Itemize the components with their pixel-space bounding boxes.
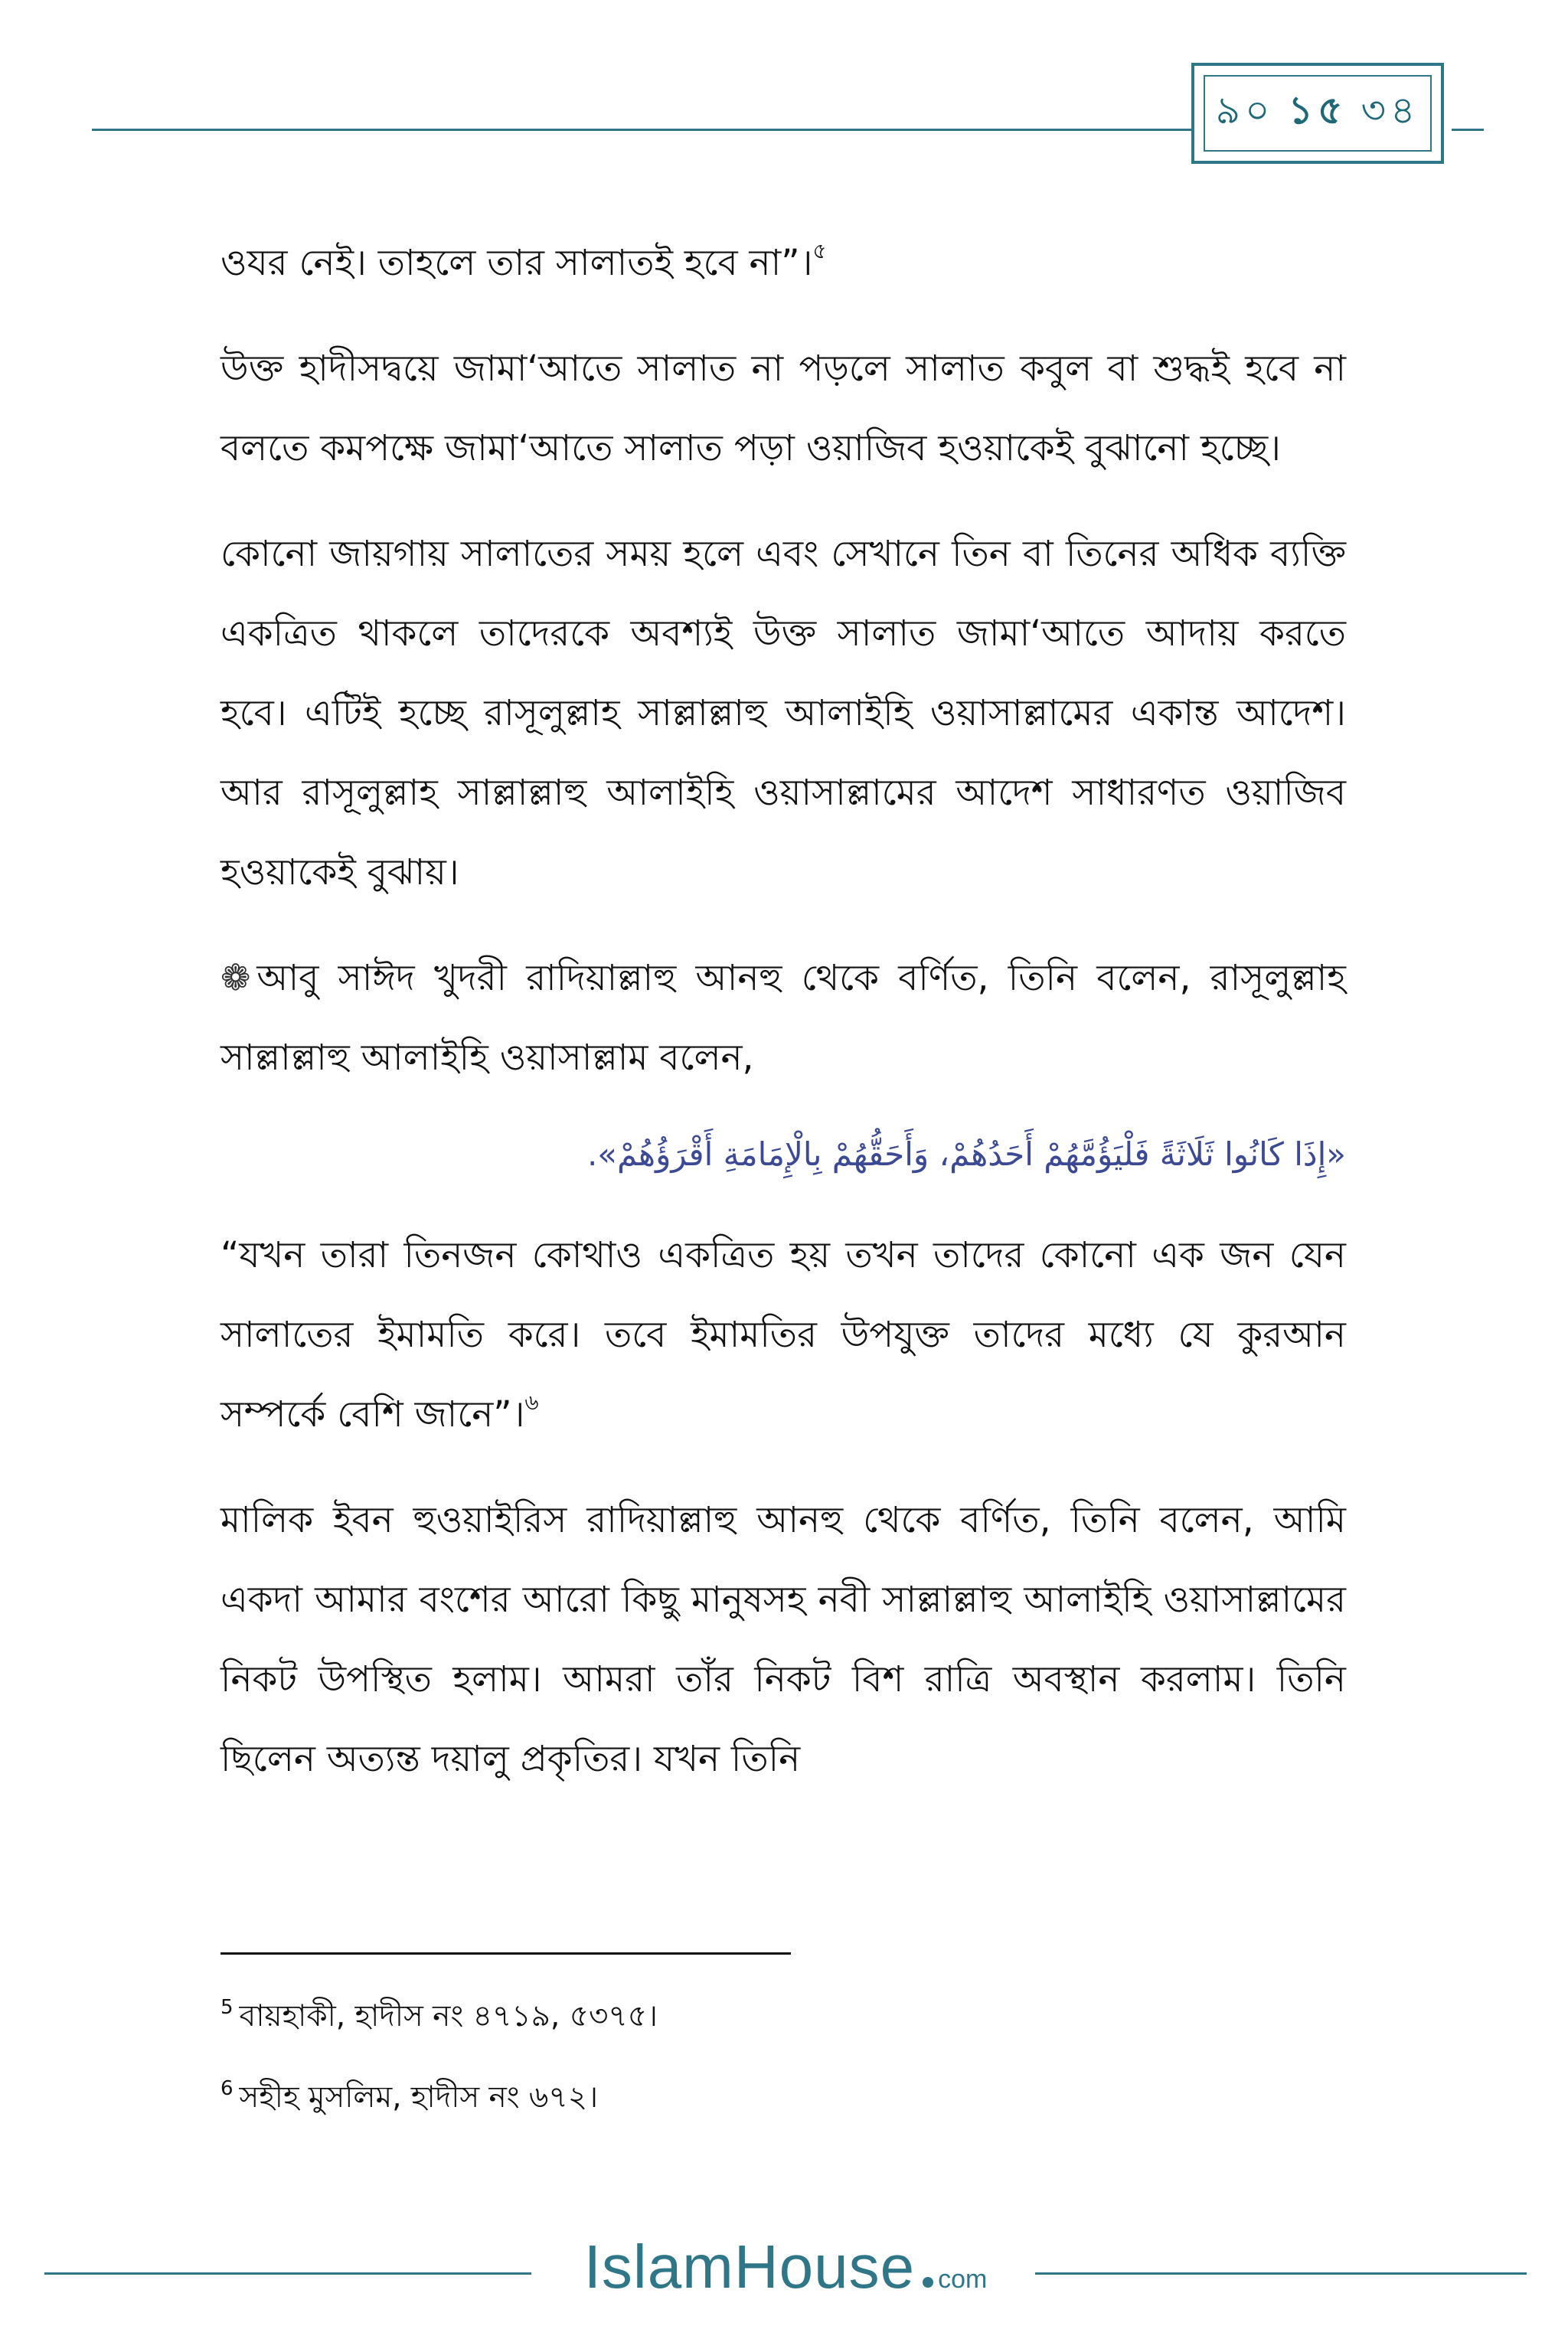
header-rule-left (92, 129, 1199, 131)
paragraph-1-text: ওযর নেই। তাহলে তার সালাতই হবে না”। (220, 242, 813, 284)
paragraph-3: কোনো জায়গায় সালাতের সময় হলে এবং সেখানে তিন বা তিনের অধিক ব্যক্তি একত্রিত থাকলে তাদেরকে অবশ্যই উক্ত সালাত জামা‘আতে আদায় করতে হবে। এটিই হচ্ছে রাসূলুল্লাহ সাল্লাল্লাহু আলাইহি ওয়াসাল্লামের একান্ত আদেশ। আর রাসূলুল্লাহ সাল্লাল্লাহু আলাইহি ওয়াসাল্লামের আদেশ সাধারণত ওয়াজিব হওয়াকেই বুঝায়। (220, 533, 1346, 893)
footnote-ref-5[interactable]: ৫ (812, 238, 827, 263)
footnotes (220, 1988, 1292, 2150)
footnote-6-number: 6 (220, 2077, 234, 2100)
paragraph-1 (220, 224, 1346, 303)
paragraph-4 (220, 939, 1346, 1098)
paragraph-5-text: “যখন তারা তিনজন কোথাও একত্রিত হয় তখন তাদের কোনো এক জন যেন সালাতের ইমামতি করে। তবে ইমামতির উপযুক্ত তাদের মধ্যে যে কুরআন সম্পর্কে বেশি জানে”। (220, 1234, 1346, 1436)
ornament-right: ৩৪ (1361, 87, 1420, 132)
page-number-frame (1204, 75, 1432, 152)
islamhouse-logo (548, 2232, 1023, 2311)
footer-rule-left (44, 2272, 531, 2275)
flower-ornament-icon: ❁ (220, 957, 251, 999)
brand-dot-icon (923, 2277, 933, 2288)
paragraph-6: মালিক ইবন হুওয়াইরিস রাদিয়াল্লাহু আনহু থেকে বর্ণিত, তিনি বলেন, আমি একদা আমার বংশের আরো কিছু মানুষসহ নবী সাল্লাল্লাহু আলাইহি ওয়াসাল্লামের নিকট উপস্থিত হলাম। আমরা তাঁর নিকট বিশ রাত্রি অবস্থান করলাম। তিনি ছিলেন অত্যন্ত দয়ালু প্রকৃতির। যখন তিনি (220, 1499, 1346, 1780)
paragraph-5 (220, 1216, 1346, 1455)
page-number-box (1191, 63, 1444, 164)
paragraph-4-text: আবু সাঈদ খুদরী রাদিয়াল্লাহু আনহু থেকে বর্ণিত, তিনি বলেন, রাসূলুল্লাহ সাল্লাল্লাহু আলাইহি ওয়াসাল্লাম বলেন, (220, 957, 1346, 1079)
footnote-5-number: 5 (220, 1996, 234, 2019)
page-body (220, 224, 1346, 1825)
header-rule-right (1452, 129, 1484, 131)
brand-name: IslamHouse (583, 2233, 916, 2301)
footnote-separator (220, 1952, 791, 1955)
brand-domain: com (938, 2265, 988, 2294)
paragraph-2: উক্ত হাদীসদ্বয়ে জামা‘আতে সালাত না পড়লে সালাত কবুল বা শুদ্ধই হবে না বলতে কমপক্ষে জামা‘আতে সালাত পড়া ওয়াজিব হওয়াকেই বুঝানো হচ্ছে। (220, 348, 1346, 469)
page-number: ১৫ (1288, 87, 1348, 132)
footnote-5-text: বায়হাকী, হাদীস নং ৪৭১৯, ৫৩৭৫। (239, 1999, 658, 2034)
footnote-ref-6[interactable]: ৬ (524, 1390, 539, 1415)
footnote-6-text: সহীহ মুসলিম, হাদীস নং ৬৭২। (239, 2080, 599, 2115)
ornament-left: ৯০ (1215, 87, 1275, 132)
footer-rule-right (1035, 2272, 1527, 2275)
footnote-5 (220, 1988, 1292, 2037)
footnote-6 (220, 2069, 1292, 2118)
arabic-hadith-quote: «إِذَا كَانُوا ثَلَاثَةً فَلْيَؤُمَّهُمْ أَحَدُهُمْ، وَأَحَقُّهُمْ بِالْإِمَامَةِ أَقْرَؤُهُمْ». (586, 1135, 1346, 1173)
